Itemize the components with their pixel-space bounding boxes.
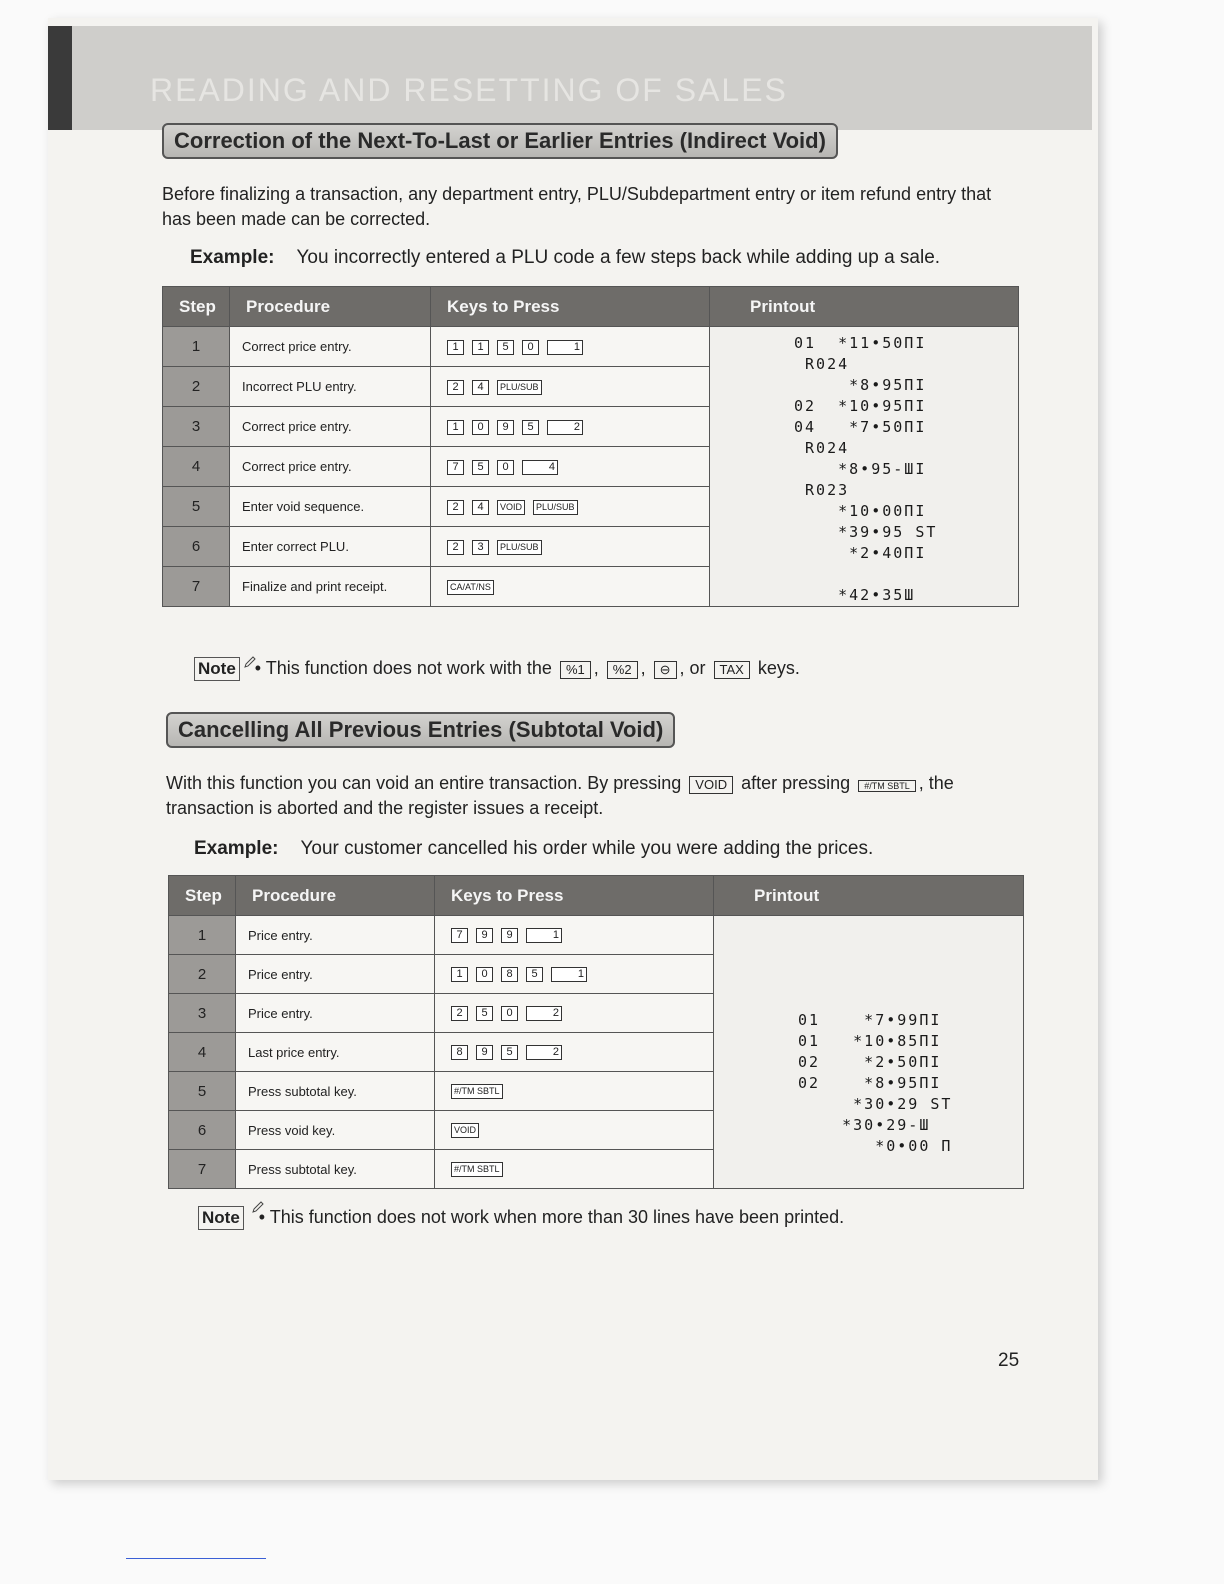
keypad-key: 5 bbox=[522, 420, 539, 435]
note-label: Note bbox=[194, 657, 240, 681]
keypad-key: 1 bbox=[547, 340, 583, 355]
keypad-key: PLU/SUB bbox=[497, 380, 542, 395]
table-row bbox=[169, 916, 1024, 955]
example-label: Example: bbox=[190, 247, 275, 268]
col-printout: Printout bbox=[714, 876, 1024, 916]
note-label: Note bbox=[198, 1206, 244, 1230]
col-printout: Printout bbox=[710, 287, 1019, 327]
keypad-key: 2 bbox=[447, 500, 464, 515]
keypad-key: 0 bbox=[501, 1006, 518, 1021]
keypad-key: 9 bbox=[476, 1045, 493, 1060]
section-heading-indirect-void: Correction of the Next-To-Last or Earlier Entries (Indirect Void) bbox=[162, 123, 838, 159]
keypad-key: 9 bbox=[501, 928, 518, 943]
procedure-text: Last price entry. bbox=[236, 1033, 435, 1072]
receipt-printout: 01 *7•99ΠI 01 *10•85ΠI 02 *2•50ΠI 02 *8•95ΠI *30•29 ST *30•29-Ш *0•00 Π bbox=[798, 1010, 953, 1155]
keys-cell bbox=[431, 327, 710, 367]
intro-text: after pressing bbox=[741, 773, 851, 793]
step-number: 7 bbox=[163, 567, 230, 607]
step-number: 3 bbox=[163, 407, 230, 447]
key-percent2: %2 bbox=[607, 661, 638, 679]
keypad-key: 4 bbox=[522, 460, 558, 475]
chapter-title: READING AND RESETTING OF SALES bbox=[150, 72, 788, 108]
keypad-key: 5 bbox=[472, 460, 489, 475]
section2-example bbox=[194, 838, 873, 860]
table-row bbox=[163, 327, 1019, 367]
keypad-key: 5 bbox=[497, 340, 514, 355]
section2-intro bbox=[166, 771, 1006, 821]
receipt-printout: 01 *11•50ΠI R024 *8•95ΠI 02 *10•95ΠI 04 *7•50ΠI R024 *8•95-ШI R023 *10•00ΠI *39•95 ST *2•40ΠI *42•35Ш bbox=[794, 334, 938, 604]
step-number: 6 bbox=[169, 1111, 236, 1150]
keypad-key: 1 bbox=[551, 967, 587, 982]
keypad-key: 3 bbox=[472, 540, 489, 555]
keypad-key: 8 bbox=[451, 1045, 468, 1060]
keys-cell bbox=[431, 527, 710, 567]
indirect-void-table bbox=[162, 286, 1019, 607]
note-sep: , bbox=[593, 658, 599, 678]
keypad-key: 0 bbox=[472, 420, 489, 435]
keypad-key: #/TM SBTL bbox=[451, 1162, 503, 1177]
pencil-icon bbox=[243, 655, 257, 669]
keypad-key: 9 bbox=[497, 420, 514, 435]
keypad-key: PLU/SUB bbox=[533, 500, 578, 515]
keys-cell bbox=[431, 407, 710, 447]
step-number: 2 bbox=[169, 955, 236, 994]
keys-cell bbox=[435, 1111, 714, 1150]
keypad-key: 2 bbox=[451, 1006, 468, 1021]
section1-example bbox=[190, 247, 940, 269]
procedure-text: Finalize and print receipt. bbox=[230, 567, 431, 607]
keypad-key: 1 bbox=[526, 928, 562, 943]
keypad-key: 4 bbox=[472, 500, 489, 515]
step-number: 4 bbox=[169, 1033, 236, 1072]
procedure-text: Enter void sequence. bbox=[230, 487, 431, 527]
intro-text: , the transaction is aborted and the register issues a receipt. bbox=[166, 773, 954, 818]
note-sep: , bbox=[640, 658, 646, 678]
example-text: You incorrectly entered a PLU code a few steps back while adding up a sale. bbox=[296, 247, 941, 268]
keypad-key: 7 bbox=[447, 460, 464, 475]
step-number: 1 bbox=[169, 916, 236, 955]
step-number: 6 bbox=[163, 527, 230, 567]
step-number: 3 bbox=[169, 994, 236, 1033]
keys-cell bbox=[431, 447, 710, 487]
keypad-key: 1 bbox=[472, 340, 489, 355]
keypad-key: 2 bbox=[447, 540, 464, 555]
footer-link-underline bbox=[126, 1558, 266, 1559]
procedure-text: Press subtotal key. bbox=[236, 1072, 435, 1111]
manual-page bbox=[48, 18, 1098, 1480]
note-text-end: keys. bbox=[757, 658, 800, 678]
keypad-key: 0 bbox=[476, 967, 493, 982]
procedure-text: Incorrect PLU entry. bbox=[230, 367, 431, 407]
keypad-key: 2 bbox=[547, 420, 583, 435]
keys-cell bbox=[431, 487, 710, 527]
step-number: 4 bbox=[163, 447, 230, 487]
keypad-key: 1 bbox=[447, 420, 464, 435]
procedure-text: Press void key. bbox=[236, 1111, 435, 1150]
key-percent1: %1 bbox=[560, 661, 591, 679]
keypad-key: 5 bbox=[501, 1045, 518, 1060]
col-keys: Keys to Press bbox=[431, 287, 710, 327]
page-spine bbox=[48, 26, 72, 130]
keys-cell bbox=[435, 1033, 714, 1072]
procedure-text: Price entry. bbox=[236, 994, 435, 1033]
procedure-text: Correct price entry. bbox=[230, 447, 431, 487]
keypad-key: 4 bbox=[472, 380, 489, 395]
procedure-text: Price entry. bbox=[236, 916, 435, 955]
note-text: • This function does not work with the bbox=[254, 658, 552, 678]
keypad-key: 1 bbox=[451, 967, 468, 982]
keypad-key: 7 bbox=[451, 928, 468, 943]
keys-cell bbox=[435, 1072, 714, 1111]
note-sep: , or bbox=[679, 658, 706, 678]
intro-text: With this function you can void an entire transaction. By pressing bbox=[166, 773, 682, 793]
example-text: Your customer cancelled his order while you were adding the prices. bbox=[300, 838, 874, 859]
procedure-text: Enter correct PLU. bbox=[230, 527, 431, 567]
printout-cell bbox=[714, 916, 1024, 1189]
col-step: Step bbox=[163, 287, 230, 327]
pencil-icon bbox=[251, 1200, 265, 1214]
keypad-key: PLU/SUB bbox=[497, 540, 542, 555]
keys-cell bbox=[431, 567, 710, 607]
section2-note bbox=[198, 1206, 844, 1230]
printout-cell bbox=[710, 327, 1019, 607]
example-label: Example: bbox=[194, 838, 279, 859]
keypad-key: 5 bbox=[476, 1006, 493, 1021]
keypad-key: 0 bbox=[522, 340, 539, 355]
keypad-key: 8 bbox=[501, 967, 518, 982]
keys-cell bbox=[435, 1150, 714, 1189]
keypad-key: 2 bbox=[526, 1006, 562, 1021]
col-step: Step bbox=[169, 876, 236, 916]
keypad-key: VOID bbox=[497, 500, 525, 515]
keypad-key: 1 bbox=[447, 340, 464, 355]
key-tax: TAX bbox=[714, 661, 750, 679]
col-procedure: Procedure bbox=[230, 287, 431, 327]
procedure-text: Press subtotal key. bbox=[236, 1150, 435, 1189]
keys-cell bbox=[435, 955, 714, 994]
note-text: • This function does not work when more than 30 lines have been printed. bbox=[258, 1207, 845, 1227]
keys-cell bbox=[435, 994, 714, 1033]
step-number: 2 bbox=[163, 367, 230, 407]
step-number: 5 bbox=[169, 1072, 236, 1111]
key-subtotal: #/TM SBTL bbox=[858, 780, 916, 792]
keypad-key: 0 bbox=[497, 460, 514, 475]
step-number: 7 bbox=[169, 1150, 236, 1189]
keypad-key: 5 bbox=[526, 967, 543, 982]
section-heading-subtotal-void: Cancelling All Previous Entries (Subtotal Void) bbox=[166, 712, 675, 748]
keypad-key: 2 bbox=[526, 1045, 562, 1060]
keypad-key: 2 bbox=[447, 380, 464, 395]
subtotal-void-table bbox=[168, 875, 1024, 1189]
keypad-key: VOID bbox=[451, 1123, 479, 1138]
keypad-key: 9 bbox=[476, 928, 493, 943]
procedure-text: Correct price entry. bbox=[230, 327, 431, 367]
procedure-text: Correct price entry. bbox=[230, 407, 431, 447]
procedure-text: Price entry. bbox=[236, 955, 435, 994]
keypad-key: CA/AT/NS bbox=[447, 580, 494, 595]
keys-cell bbox=[435, 916, 714, 955]
keys-cell bbox=[431, 367, 710, 407]
step-number: 1 bbox=[163, 327, 230, 367]
keypad-key: #/TM SBTL bbox=[451, 1084, 503, 1099]
page-number: 25 bbox=[998, 1350, 1020, 1371]
section1-intro: Before finalizing a transaction, any department entry, PLU/Subdepartment entry or item refund entry that has been made can be corrected. bbox=[162, 184, 992, 229]
col-keys: Keys to Press bbox=[435, 876, 714, 916]
section1-note bbox=[194, 657, 800, 681]
step-number: 5 bbox=[163, 487, 230, 527]
key-minus: ⊖ bbox=[654, 661, 677, 679]
col-procedure: Procedure bbox=[236, 876, 435, 916]
key-void: VOID bbox=[689, 776, 733, 794]
